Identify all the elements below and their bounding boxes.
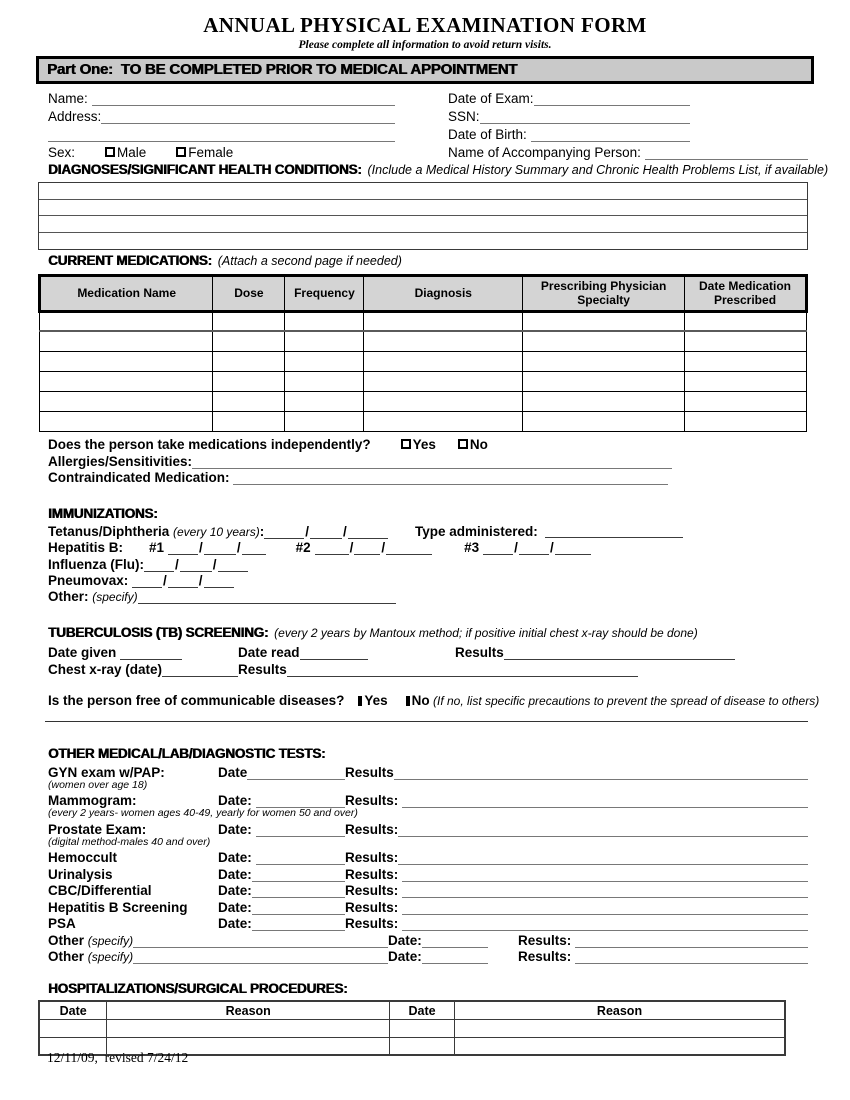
other-test-date-input[interactable] (252, 884, 345, 898)
med-table-cell[interactable] (523, 391, 685, 411)
other-test-qualifier: (every 2 years- women ages 40-49, yearly for women 50 and over) (48, 807, 358, 820)
med-table-row (40, 391, 807, 411)
med-table-row (40, 331, 807, 351)
med-table-cell[interactable] (523, 411, 685, 431)
type-administered-input[interactable] (545, 524, 683, 538)
independent-no-label: No (469, 436, 488, 452)
med-table-cell[interactable] (364, 411, 523, 431)
date-separator: / (212, 556, 217, 572)
med-table-cell[interactable] (685, 391, 807, 411)
med-table-cell[interactable] (40, 391, 213, 411)
influenza-label: Influenza (Flu): (48, 556, 144, 572)
hepb-dose1-blanks[interactable] (168, 540, 266, 555)
accompanying-person-input[interactable] (645, 146, 808, 160)
med-table-cell[interactable] (213, 311, 285, 331)
other-specify-row (48, 948, 808, 965)
other-specify-results-label: Results: (518, 932, 576, 948)
other-test-row (48, 915, 808, 932)
med-column-header: Diagnosis (364, 276, 523, 312)
med-table-cell[interactable] (40, 411, 213, 431)
ssn-row (448, 106, 690, 124)
other-test-qualifier: (women over age 18) (48, 778, 148, 791)
medications-note: (Attach a second page if needed) (217, 254, 402, 268)
sex-field-row (48, 142, 395, 160)
hosp-table-row (39, 1019, 785, 1037)
independent-yes-checkbox[interactable] (401, 439, 411, 449)
immunization-other-row (48, 588, 808, 604)
pneumovax-label: Pneumovax: (48, 572, 133, 588)
medications-table (38, 274, 808, 432)
med-table-cell[interactable] (685, 371, 807, 391)
med-table-cell[interactable] (213, 371, 285, 391)
other-tests-section (48, 746, 808, 964)
date-blank[interactable] (264, 525, 304, 539)
other-test-date-label: Date: (218, 916, 252, 932)
dob-label: Date of Birth: (448, 127, 531, 142)
med-table-cell[interactable] (364, 391, 523, 411)
date-blank[interactable] (218, 558, 248, 572)
accompanying-person-label: Name of Accompanying Person: (448, 145, 645, 160)
page-title: ANNUAL PHYSICAL EXAMINATION FORM (203, 13, 647, 37)
other-test-row (48, 865, 808, 882)
other-test-label: Hepatitis B Screening (48, 899, 188, 915)
date-separator: / (342, 524, 347, 540)
date-blank[interactable] (348, 525, 388, 539)
date-separator: / (198, 572, 203, 588)
tetanus-label: Tetanus/Diphtheria (48, 524, 174, 540)
other-test-row (48, 763, 808, 780)
communicable-note-text: (If no, list specific precautions to prevent the spread of disease to others) (432, 693, 820, 708)
med-column-header: Date Medication Prescribed (685, 276, 807, 312)
other-test-label: Prostate Exam: (48, 821, 147, 837)
other-specify-date-label: Date: (388, 949, 422, 965)
other-specify-date-label: Date: (388, 932, 422, 948)
part-one-header: Part One: TO BE COMPLETED PRIOR TO MEDICAL APPOINTMENT (36, 56, 814, 84)
tb-results-label: Results (455, 645, 504, 661)
address-input[interactable] (101, 110, 395, 124)
med-column-header: Medication Name (40, 276, 213, 312)
date-blank[interactable] (555, 541, 591, 555)
other-test-row (48, 820, 808, 837)
other-tests-heading: OTHER MEDICAL/LAB/DIAGNOSTIC TESTS: (48, 746, 326, 762)
tb-chest-xray-label: Chest x-ray (date) (48, 662, 163, 678)
tb-date-given-label: Date given (48, 645, 121, 661)
immunization-other-note: (specify) (92, 590, 138, 605)
date-blank[interactable] (144, 558, 174, 572)
medications-heading-row (48, 253, 808, 271)
other-test-results-input[interactable] (402, 794, 808, 808)
date-separator: / (236, 540, 241, 556)
date-separator: / (199, 540, 203, 556)
independent-question: Does the person take medications independently? (48, 436, 371, 452)
med-table-cell[interactable] (364, 331, 523, 351)
diagnoses-heading: DIAGNOSES/SIGNIFICANT HEALTH CONDITIONS: (48, 162, 362, 177)
diagnoses-note: (Include a Medical History Summary and Chronic Health Problems List, if available) (367, 163, 829, 177)
med-table-cell[interactable] (364, 371, 523, 391)
independent-question-row (48, 436, 808, 453)
hosp-table-cell[interactable] (39, 1019, 107, 1037)
other-test-results-input[interactable] (402, 884, 808, 898)
address2-field-row (48, 124, 395, 142)
tetanus-date-blanks[interactable] (264, 524, 388, 539)
hosp-column-header: Reason (107, 1001, 390, 1019)
date-blank[interactable] (315, 541, 349, 555)
other-test-date-input[interactable] (256, 794, 345, 808)
other-test-date-input[interactable] (252, 901, 345, 915)
other-test-date-input[interactable] (252, 868, 345, 882)
med-table-cell[interactable] (213, 351, 285, 371)
other-test-results-label: Results: (345, 916, 403, 932)
tetanus-row (48, 523, 808, 539)
med-table-cell[interactable] (213, 331, 285, 351)
contraindicated-input[interactable] (233, 471, 668, 485)
date-blank[interactable] (180, 558, 212, 572)
diagnosis-line[interactable] (39, 200, 807, 217)
med-table-cell[interactable] (285, 351, 364, 371)
other-test-results-input[interactable] (398, 823, 808, 837)
allergies-input[interactable] (192, 455, 672, 469)
med-table-cell[interactable] (364, 351, 523, 371)
other-test-date-label: Date (218, 764, 248, 780)
other-test-row (48, 792, 808, 809)
hepatitis-b-row (48, 539, 808, 555)
date-blank[interactable] (204, 574, 234, 588)
accompanying-person-row (448, 142, 808, 160)
influenza-row (48, 555, 808, 571)
date-separator: / (514, 540, 518, 556)
date-separator: / (163, 572, 167, 588)
date-blank[interactable] (242, 541, 266, 555)
other-test-results-label: Results: (345, 899, 403, 915)
communicable-yes-checkbox[interactable] (358, 696, 362, 706)
med-table-cell[interactable] (40, 311, 213, 331)
communicable-question: Is the person free of communicable diseases? (48, 693, 345, 709)
other-specify-note: (specify) (87, 933, 134, 948)
other-specify-label: Other (48, 949, 88, 965)
other-specify-results-input[interactable] (575, 934, 808, 948)
med-table-cell[interactable] (685, 311, 807, 331)
tb-xray-results-label: Results (238, 662, 287, 678)
tb-date-read-label: Date read (238, 645, 300, 661)
independent-yes-label: Yes (412, 436, 436, 452)
med-table-cell[interactable] (523, 311, 685, 331)
address2-input[interactable] (48, 128, 395, 142)
ssn-input[interactable] (480, 110, 690, 124)
diagnoses-heading-row (48, 162, 829, 180)
immunization-other-label: Other: (48, 589, 93, 605)
dob-row (448, 124, 690, 142)
independent-no-checkbox[interactable] (458, 439, 468, 449)
communicable-question-row (48, 692, 820, 709)
med-table-cell[interactable] (285, 391, 364, 411)
med-table-cell[interactable] (285, 311, 364, 331)
hepb-dose2-blanks[interactable] (315, 540, 433, 555)
other-specify-row (48, 931, 808, 948)
other-test-label: Urinalysis (48, 866, 113, 882)
type-administered-label: Type administered: (415, 524, 538, 540)
med-table-cell[interactable] (40, 371, 213, 391)
medications-heading: CURRENT MEDICATIONS: (48, 253, 212, 268)
patient-info-section (0, 88, 850, 162)
date-blank[interactable] (354, 541, 380, 555)
other-test-date-label: Date: (218, 793, 256, 809)
tb-note: (every 2 years by Mantoux method; if positive initial chest x-ray should be done) (274, 626, 698, 641)
med-table-cell[interactable] (40, 351, 213, 371)
other-specify-label: Other (48, 932, 88, 948)
med-table-cell[interactable] (40, 331, 213, 351)
other-test-results-label: Results: (345, 850, 399, 866)
med-table-cell[interactable] (213, 391, 285, 411)
tb-dates-row (48, 643, 808, 660)
tb-section (48, 625, 808, 677)
tb-chest-xray-date-input[interactable] (162, 663, 238, 677)
date-blank[interactable] (386, 541, 432, 555)
med-column-header: Dose (213, 276, 285, 312)
other-specify-date-input[interactable] (422, 950, 488, 964)
date-of-exam-input[interactable] (534, 92, 690, 106)
communicable-precautions-input[interactable] (45, 721, 808, 722)
other-test-label: PSA (48, 916, 76, 932)
diagnosis-line[interactable] (39, 233, 807, 250)
tb-heading-row (48, 625, 808, 643)
hepb-dose2-label: #2 (295, 540, 311, 556)
other-test-results-label: Results (345, 764, 394, 780)
tetanus-note: (every 10 years) (173, 525, 260, 540)
med-table-cell[interactable] (364, 311, 523, 331)
other-test-results-input[interactable] (402, 868, 808, 882)
other-test-row (48, 898, 808, 915)
other-specify-results-label: Results: (518, 949, 576, 965)
female-label: Female (188, 144, 234, 160)
address-label: Address: (48, 109, 102, 124)
med-table-cell[interactable] (285, 331, 364, 351)
communicable-yes-label: Yes (364, 693, 388, 709)
med-table-cell[interactable] (685, 351, 807, 371)
med-table-row (40, 311, 807, 331)
contraindicated-label: Contraindicated Medication: (48, 469, 234, 485)
other-test-label: CBC/Differential (48, 883, 152, 899)
address-field-row (48, 106, 395, 124)
hosp-table-cell[interactable] (107, 1019, 390, 1037)
date-blank[interactable] (310, 525, 342, 539)
other-specify-date-input[interactable] (422, 934, 488, 948)
other-test-label: Mammogram: (48, 793, 137, 809)
date-blank[interactable] (519, 541, 549, 555)
communicable-no-checkbox[interactable] (406, 696, 410, 706)
date-separator: / (174, 556, 179, 572)
date-blank[interactable] (168, 541, 198, 555)
med-table-cell[interactable] (685, 331, 807, 351)
other-test-results-label: Results: (345, 883, 403, 899)
other-test-results-label: Results: (345, 793, 403, 809)
med-table-cell[interactable] (285, 371, 364, 391)
hepatitis-b-label: Hepatitis B: (48, 540, 124, 556)
page-subtitle: Please complete all information to avoid return visits. (298, 39, 552, 51)
pneumovax-date-blanks[interactable] (132, 573, 234, 588)
revision-date: 12/11/09, revised 7/24/12 (47, 1050, 189, 1065)
date-blank[interactable] (132, 574, 162, 588)
hospitalizations-table (38, 1000, 786, 1056)
other-test-row (48, 849, 808, 866)
female-checkbox[interactable] (176, 147, 186, 157)
other-test-results-label: Results: (345, 821, 399, 837)
other-test-label: GYN exam w/PAP: (48, 764, 165, 780)
immunizations-heading: IMMUNIZATIONS: (48, 505, 158, 521)
date-blank[interactable] (204, 541, 236, 555)
tb-xray-row (48, 660, 808, 677)
allergies-label: Allergies/Sensitivities: (48, 453, 193, 469)
male-checkbox[interactable] (105, 147, 115, 157)
other-specify-note: (specify) (87, 950, 134, 965)
male-label: Male (117, 144, 147, 160)
other-test-date-input[interactable] (247, 766, 345, 780)
other-specify-input[interactable] (133, 950, 388, 964)
other-test-label: Hemoccult (48, 850, 118, 866)
tb-heading: TUBERCULOSIS (TB) SCREENING: (48, 625, 269, 641)
other-test-results-input[interactable] (402, 917, 808, 931)
pneumovax-row (48, 572, 808, 588)
other-test-qualifier: (digital method-males 40 and over) (48, 835, 211, 848)
tb-xray-results-input[interactable] (287, 663, 638, 677)
med-table-cell[interactable] (523, 351, 685, 371)
med-table-cell[interactable] (213, 411, 285, 431)
hosp-table-cell[interactable] (390, 1019, 455, 1037)
allergies-row (48, 453, 672, 469)
med-table-cell[interactable] (523, 371, 685, 391)
med-column-header: Prescribing Physician Specialty (523, 276, 685, 312)
med-table-cell[interactable] (523, 331, 685, 351)
date-separator: / (349, 540, 354, 556)
other-test-date-label: Date: (218, 883, 252, 899)
other-test-date-input[interactable] (256, 823, 345, 837)
hepb-dose3-label: #3 (464, 540, 480, 556)
hosp-table-cell[interactable] (390, 1037, 455, 1055)
med-table-row (40, 371, 807, 391)
sex-label: Sex: (48, 144, 76, 160)
tb-results-input[interactable] (504, 646, 735, 660)
date-separator: / (381, 540, 386, 556)
other-test-date-input[interactable] (252, 917, 345, 931)
other-test-date-label: Date: (218, 850, 256, 866)
diagnosis-line[interactable] (39, 183, 807, 200)
date-separator: / (305, 524, 309, 540)
date-of-exam-label: Date of Exam: (448, 91, 534, 106)
tb-date-read-input[interactable] (300, 646, 368, 660)
dob-input[interactable] (531, 128, 690, 142)
communicable-no-label: No (411, 693, 430, 709)
immunization-other-input[interactable] (138, 590, 396, 604)
hosp-column-header: Reason (455, 1001, 786, 1019)
other-test-results-input[interactable] (402, 901, 808, 915)
hosp-table-cell[interactable] (455, 1019, 786, 1037)
hosp-column-header: Date (390, 1001, 455, 1019)
tetanus-colon: : (259, 524, 265, 540)
other-test-row (48, 882, 808, 899)
med-table-row (40, 411, 807, 431)
tb-date-given-input[interactable] (120, 646, 182, 660)
other-test-results-input[interactable] (398, 851, 808, 865)
name-input[interactable] (92, 92, 395, 106)
diagnoses-box (38, 182, 808, 250)
diagnosis-line[interactable] (39, 216, 807, 233)
hosp-column-header: Date (39, 1001, 107, 1019)
other-specify-input[interactable] (133, 934, 388, 948)
other-test-results-input[interactable] (394, 766, 808, 780)
influenza-date-blanks[interactable] (144, 557, 248, 572)
hosp-table-cell[interactable] (455, 1037, 786, 1055)
date-blank[interactable] (483, 541, 513, 555)
med-table-row (40, 351, 807, 371)
hepb-dose3-blanks[interactable] (483, 540, 591, 555)
other-test-results-label: Results: (345, 866, 403, 882)
other-test-date-label: Date: (218, 821, 256, 837)
contraindicated-row (48, 469, 668, 485)
name-field-row (48, 88, 395, 106)
med-column-header: Frequency (285, 276, 364, 312)
name-label: Name: (48, 91, 92, 106)
date-of-exam-row (448, 88, 690, 106)
other-test-date-input[interactable] (256, 851, 345, 865)
date-blank[interactable] (168, 574, 198, 588)
med-table-cell[interactable] (685, 411, 807, 431)
hospitalizations-heading: HOSPITALIZATIONS/SURGICAL PROCEDURES: (48, 981, 348, 997)
ssn-label: SSN: (448, 109, 480, 124)
other-specify-results-input[interactable] (575, 950, 808, 964)
date-separator: / (549, 540, 554, 556)
other-test-date-label: Date: (218, 866, 252, 882)
hepb-dose1-label: #1 (149, 540, 165, 556)
med-table-cell[interactable] (285, 411, 364, 431)
other-test-date-label: Date: (218, 899, 252, 915)
immunizations-section (48, 506, 808, 604)
